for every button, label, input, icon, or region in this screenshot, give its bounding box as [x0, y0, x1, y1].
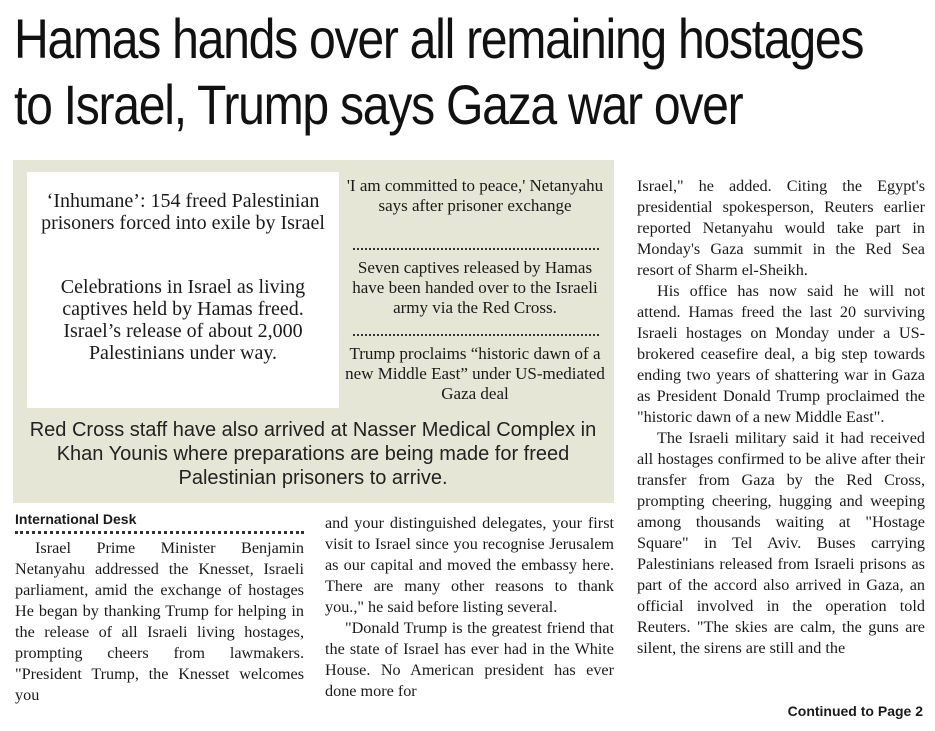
promo-bottom-text[interactable]: Red Cross staff have also arrived at Nasser Medical Complex in Khan Younis where preparations are being made for freed Palestinian prisoners to arrive. — [29, 419, 597, 489]
promo-left-item-1[interactable]: ‘Inhumane’: 154 freed Palestinian prisoners forced into exile by Israel — [41, 190, 325, 234]
promo-divider — [353, 334, 599, 336]
headline-line-1: Hamas hands over all remaining hostages — [14, 7, 864, 70]
article-paragraph: and your distinguished delegates, your first visit to Israel since you recognise Jerusalem as our capital and moved the embassy here. There are many other reasons to thank you.," he said before listing several. — [325, 514, 614, 616]
headline-line-2: to Israel, Trump says Gaza war over — [14, 73, 743, 136]
article-paragraph: "Donald Trump is the greatest friend that the state of Israel has ever had in the White House. No American president has ever done more for — [325, 619, 614, 700]
promo-right-item-3[interactable]: Trump proclaims “historic dawn of a new Middle East” under US-mediated Gaza deal — [345, 344, 605, 403]
continued-link[interactable]: Continued to Page 2 — [787, 703, 923, 719]
article-paragraph: His office has now said he will not attend. Hamas freed the last 20 surviving Israeli hostages on Monday under a US-brokered ceasefire deal, a big step towards ending two years of shattering war in Gaza as President Donald Trump proclaimed the "historic dawn of a new Middle East". — [637, 282, 925, 426]
headline — [14, 6, 929, 138]
byline-divider — [15, 531, 304, 534]
promo-divider — [353, 248, 599, 250]
promo-left-item-2[interactable]: Celebrations in Israel as living captives held by Hamas freed. Israel’s release of about 2,000 Palestinians under way. — [60, 276, 306, 364]
article-column-2 — [325, 513, 614, 702]
byline: International Desk — [15, 511, 137, 527]
promo-right-panel — [345, 174, 605, 406]
article-paragraph: Israel Prime Minister Benjamin Netanyahu addressed the Knesset, Israeli parliament, amid the exchange of hostages He began by thanking Trump for helping in the release of all Israeli living hostages, prompting cheers from lawmakers. "President Trump, the Knesset welcomes you — [15, 539, 304, 704]
promo-right-item-2[interactable]: Seven captives released by Hamas have been handed over to the Israeli army via the Red Cross. — [352, 258, 598, 317]
article-column-3 — [637, 176, 925, 659]
promo-box — [13, 160, 614, 503]
promo-left-panel — [27, 172, 339, 408]
promo-right-item-1[interactable]: 'I am committed to peace,' Netanyahu says after prisoner exchange — [346, 176, 604, 215]
article-column-1 — [15, 538, 304, 706]
article-paragraph: The Israeli military said it had received all hostages confirmed to be alive after their transfer from Gaza by the Red Cross, prompting cheering, hugging and weeping among thousands waiting at "Hostage Square" in Tel Aviv. Buses carrying Palestinians released from Israeli prisons as part of the accord also arrived in Gaza, an official involved in the operation told Reuters. "The skies are calm, the guns are silent, the sirens are still and the — [637, 429, 925, 657]
article-paragraph: Israel," he added. Citing the Egypt's presidential spokesperson, Reuters earlier reported Netanyahu would take part in Monday's Gaza summit in the Red Sea resort of Sharm el-Sheikh. — [637, 177, 925, 279]
